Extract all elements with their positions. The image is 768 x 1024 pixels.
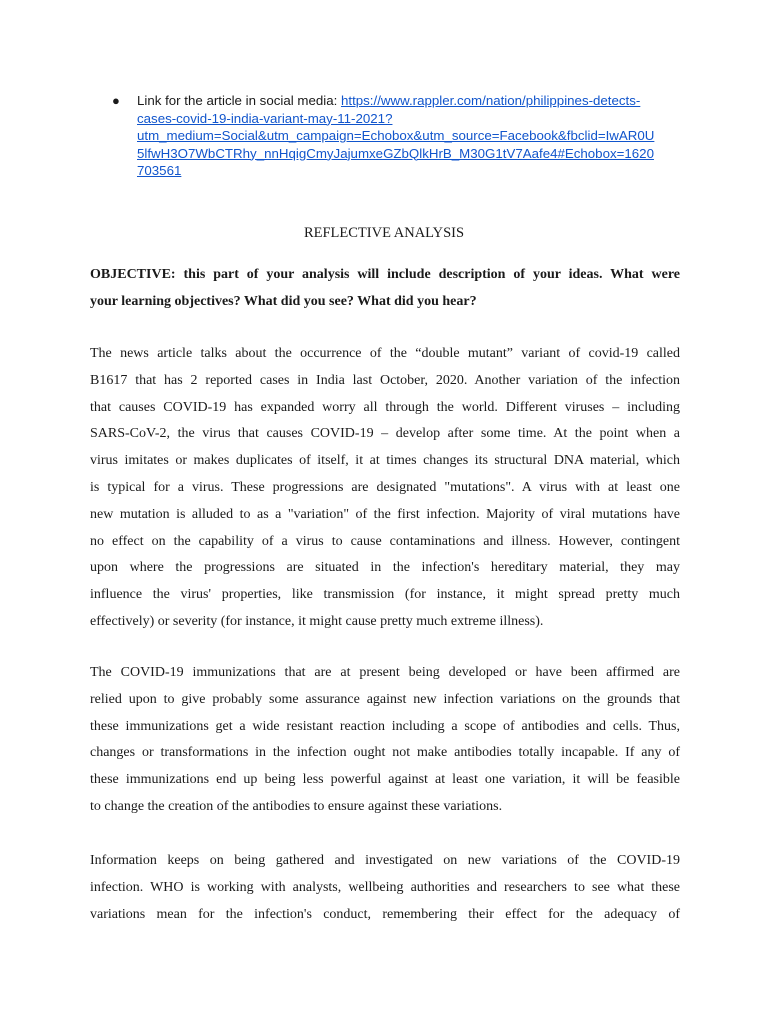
- bullet-line: [137, 110, 682, 128]
- paragraph-line: The COVID-19 immunizations that are at present being developed or have been affirmed are: [90, 665, 680, 680]
- bullet-line: [137, 162, 682, 180]
- paragraph-line: new mutation is alluded to as a "variation" of the first infection. Majority of viral mutations have: [90, 506, 680, 522]
- bullet-label: Link for the article in social media:: [137, 93, 341, 108]
- body-paragraph: [90, 660, 680, 821]
- bullet-line: [137, 127, 682, 145]
- paragraph-line: infection. WHO is working with analysts, wellbeing authorities and researchers to see what these: [90, 879, 680, 895]
- objective-line: OBJECTIVE: this part of your analysis will include description of your ideas. What were: [90, 267, 680, 282]
- paragraph-line: to change the creation of the antibodies to ensure against these variations.: [90, 798, 503, 814]
- paragraph-line: that causes COVID-19 has expanded worry all through the world. Different viruses – including: [90, 399, 680, 415]
- article-link[interactable]: https://www.rappler.com/nation/philippines-detects-: [340, 93, 641, 108]
- paragraph-line: changes or transformations in the infection ought not make antibodies totally incapable. If any of: [90, 745, 680, 761]
- bullet-line: [137, 145, 682, 163]
- bullet-icon: ●: [112, 93, 120, 108]
- article-link[interactable]: 5lfwH3O7WbCTRhy_nnHqigCmyJajumxeGZbQlkHrB_M30G1tV7Aafe4#Echobox=1620: [137, 145, 654, 161]
- bullet-line: [137, 92, 682, 110]
- paragraph-line: variations mean for the infection's conduct, remembering their effect for the adequacy of: [90, 906, 680, 922]
- paragraph-line: virus imitates or makes duplicates of itself, it at times changes its structural DNA material, which: [90, 453, 680, 469]
- paragraph-line: these immunizations end up being less powerful against at least one variation, it will be feasible: [90, 772, 680, 788]
- paragraph-line: effectively) or severity (for instance, it might cause pretty much extreme illness).: [90, 613, 544, 629]
- section-heading: REFLECTIVE ANALYSIS: [303, 225, 465, 241]
- paragraph-line: upon where the progressions are situated in the infection's hereditary material, they may: [90, 560, 680, 576]
- paragraph-line: SARS-CoV-2, the virus that causes COVID-19 – develop after some time. At the point when a: [90, 426, 680, 442]
- article-link[interactable]: 703561: [137, 163, 182, 178]
- paragraph-line: relied upon to give probably some assurance against new infection variations on the grounds that: [90, 691, 680, 707]
- paragraph-line: these immunizations get a wide resistant reaction including a scope of antibodies and cells. Thus,: [90, 718, 680, 734]
- paragraph-line: Information keeps on being gathered and investigated on new variations of the COVID-19: [90, 853, 680, 868]
- bullet-text: [137, 92, 682, 180]
- article-link[interactable]: utm_medium=Social&utm_campaign=Echobox&utm_source=Facebook&fbclid=IwAR0U: [137, 128, 655, 143]
- body-paragraph: [90, 341, 680, 636]
- objective-line: your learning objectives? What did you see? What did you hear?: [90, 293, 477, 309]
- objective-prompt: [90, 262, 680, 316]
- body-paragraph: [90, 848, 680, 928]
- paragraph-line: no effect on the capability of a virus to cause contaminations and illness. However, contingent: [90, 533, 680, 549]
- paragraph-line: The news article talks about the occurrence of the “double mutant” variant of covid-19 called: [90, 346, 680, 361]
- article-link[interactable]: cases-covid-19-india-variant-may-11-2021?: [137, 110, 393, 126]
- paragraph-line: influence the virus' properties, like transmission (for instance, it might spread pretty much: [90, 587, 680, 603]
- paragraph-line: is typical for a virus. These progressions are designated "mutations". A virus with at least one: [90, 479, 680, 495]
- paragraph-line: B1617 that has 2 reported cases in India last October, 2020. Another variation of the infection: [90, 372, 680, 388]
